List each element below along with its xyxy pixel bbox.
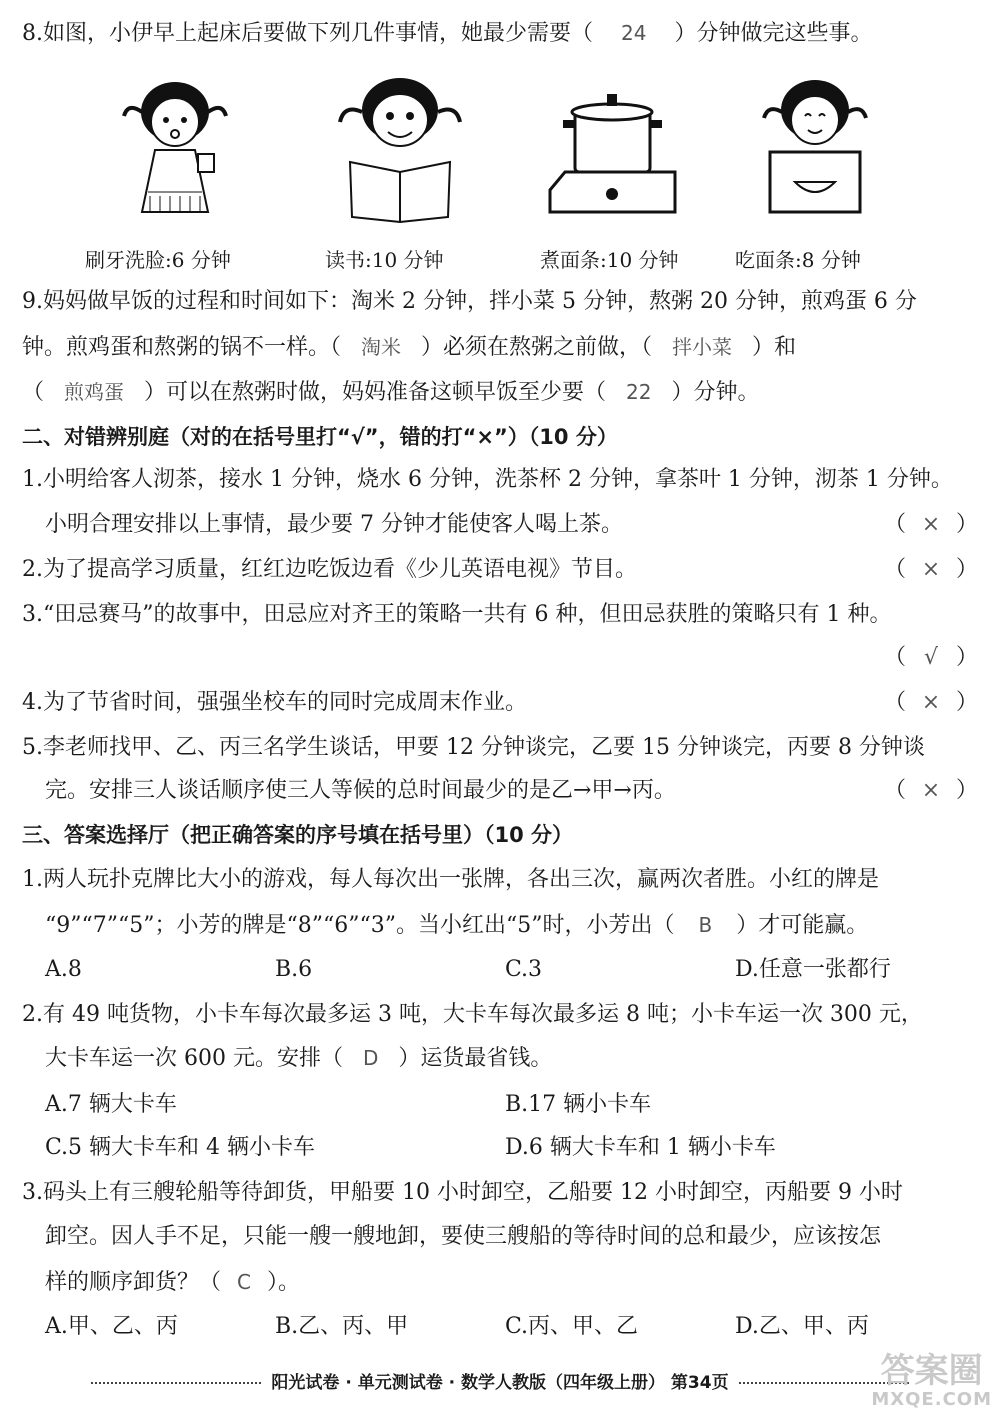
mc-q1-option-c: C.3	[505, 957, 543, 982]
mc-q1-option-a: A.8	[45, 957, 82, 982]
watermark-bottom: MXQE.COM	[871, 1389, 992, 1410]
mc-q2-line-1: 2.有 49 吨货物，小卡车每次最多运 3 吨，大卡车每次最多运 8 吨；小卡车运一次 300 元，	[22, 1002, 923, 1027]
tf-item-5-line-1: 5.李老师找甲、乙、丙三名学生谈话，甲要 12 分钟谈完，乙要 15 分钟谈完，丙要 8 分钟谈	[22, 735, 925, 760]
caption-eat-noodles: 吃面条:8 分钟	[735, 248, 861, 272]
tf-item-1-line-1: 1.小明给客人沏茶，接水 1 分钟，烧水 6 分钟，洗茶杯 2 分钟，拿茶叶 1 分钟，沏茶 1 分钟。	[22, 467, 953, 492]
mc-q2-option-b: B.17 辆小卡车	[505, 1092, 652, 1117]
mc-q3-line-1: 3.码头上有三艘轮船等待卸货，甲船要 10 小时卸空，乙船要 12 小时卸空，丙船要 9 小时	[22, 1180, 903, 1205]
answer-q8: 24	[621, 21, 647, 45]
answer-mc-q3: C	[237, 1270, 251, 1294]
tf-mark-1: （ × ）	[883, 512, 978, 537]
tf-mark-4: （ × ）	[883, 690, 978, 715]
section-3-title: 三、答案选择厅（把正确答案的序号填在括号里）（10 分）	[22, 823, 574, 847]
tf-item-2: 2.为了提高学习质量，红红边吃饭边看《少儿英语电视》节目。	[22, 557, 637, 582]
answer-q9-1: 淘米	[361, 335, 402, 359]
mc-q3-line-3: 样的顺序卸货？（ C ）。	[45, 1270, 300, 1295]
girl-eating-noodles-illustration	[760, 72, 870, 222]
tf-mark-2: （ × ）	[883, 557, 978, 582]
mc-q1-option-b: B.6	[275, 957, 313, 982]
mc-q2-line-2: 大卡车运一次 600 元。安排（ D ）运货最省钱。	[45, 1046, 553, 1071]
question-8: 8.如图，小伊早上起床后要做下列几件事情，她最少需要（ 24 ）分钟做完这些事。	[22, 21, 873, 46]
mc-q2-option-d: D.6 辆大卡车和 1 辆小卡车	[505, 1135, 776, 1160]
answer-mc-q2: D	[362, 1046, 379, 1070]
mc-q1-line-1: 1.两人玩扑克牌比大小的游戏，每人每次出一张牌，各出三次，赢两次者胜。小红的牌是	[22, 867, 879, 892]
caption-reading: 读书:10 分钟	[325, 248, 444, 272]
mc-q3-line-2: 卸空。因人手不足，只能一艘一艘地卸，要使三艘船的等待时间的总和最少，应该按怎	[45, 1224, 882, 1249]
pot-on-stove-illustration	[545, 72, 680, 222]
mc-q3-option-c: C.丙、甲、乙	[505, 1314, 639, 1339]
footer-text: 阳光试卷 · 单元测试卷 · 数学人教版（四年级上册） 第34页	[271, 1373, 729, 1393]
mc-q1-line-2: “9”“7”“5”；小芳的牌是“8”“6”“3”。当小红出“5”时，小芳出（ B ）才可能赢。	[45, 913, 869, 938]
mc-q3-option-d: D.乙、甲、丙	[735, 1314, 869, 1339]
tf-mark-5: （ × ）	[883, 778, 978, 803]
page-footer	[0, 1368, 1000, 1393]
mc-q1-option-d: D.任意一张都行	[735, 957, 891, 982]
tf-mark-3: （ √ ）	[883, 645, 978, 670]
girl-brushing-teeth-illustration	[120, 72, 230, 232]
mc-q3-option-a: A.甲、乙、丙	[45, 1314, 178, 1339]
caption-brush-teeth: 刷牙洗脸:6 分钟	[85, 248, 231, 272]
question-9-line-1: 9.妈妈做早饭的过程和时间如下：淘米 2 分钟，拌小菜 5 分钟，熬粥 20 分钟，煎鸡蛋 6 分	[22, 289, 917, 314]
answer-q9-3: 煎鸡蛋	[64, 380, 125, 404]
mc-q2-option-c: C.5 辆大卡车和 4 辆小卡车	[45, 1135, 316, 1160]
section-2-title: 二、对错辨别庭（对的在括号里打“√”，错的打“×”）（10 分）	[22, 425, 618, 449]
watermark-top: 答案圈	[880, 1351, 983, 1391]
tf-item-3: 3.“田忌赛马”的故事中，田忌应对齐王的策略一共有 6 种，但田忌获胜的策略只有 1 种。	[22, 602, 892, 627]
answer-q9-4: 22	[626, 380, 652, 404]
mc-q2-option-a: A.7 辆大卡车	[45, 1092, 177, 1117]
answer-mc-q1: B	[698, 913, 713, 937]
watermark-logo	[871, 1353, 992, 1410]
mc-q3-option-b: B.乙、丙、甲	[275, 1314, 409, 1339]
footer-divider-left	[91, 1382, 261, 1384]
question-9-line-2: 钟。煎鸡蛋和熬粥的锅不一样。（ 淘米 ）必须在熬粥之前做，（ 拌小菜 ）和	[22, 335, 797, 360]
caption-cook-noodles: 煮面条:10 分钟	[540, 248, 679, 272]
answer-q9-2: 拌小菜	[672, 335, 733, 359]
girl-reading-illustration	[330, 72, 470, 232]
tf-item-5-line-2: 完。安排三人谈话顺序使三人等候的总时间最少的是乙→甲→丙。	[45, 778, 676, 803]
tf-item-1-line-2: 小明合理安排以上事情，最少要 7 分钟才能使客人喝上茶。	[45, 512, 623, 537]
question-9-line-3: （ 煎鸡蛋 ）可以在熬粥时做，妈妈准备这顿早饭至少要（ 22 ）分钟。	[22, 380, 760, 405]
tf-item-4: 4.为了节省时间，强强坐校车的同时完成周末作业。	[22, 690, 527, 715]
